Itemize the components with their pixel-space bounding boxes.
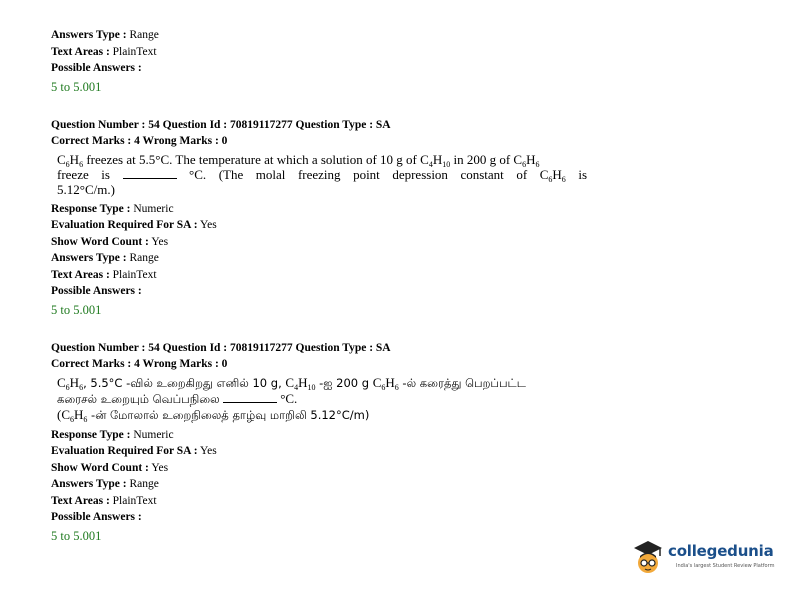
evaluation-row: Evaluation Required For SA : Yes: [51, 219, 217, 231]
question-text-tamil: [51, 375, 587, 423]
marks-line: Correct Marks : 4 Wrong Marks : 0: [51, 358, 228, 370]
question-header: Question Number : 54 Question Id : 70819117277 Question Type : SA: [51, 341, 391, 354]
possible-answers-value: 5 to 5.001: [51, 302, 102, 317]
word-count-row: Show Word Count : Yes: [51, 461, 169, 474]
text-areas-row: [51, 44, 611, 61]
evaluation-row: Evaluation Required For SA : Yes: [51, 445, 217, 457]
text-areas-value: PlainText: [112, 45, 157, 58]
response-type-row: Response Type : Numeric: [51, 428, 174, 441]
text-areas-row: Text Areas : PlainText: [51, 494, 157, 507]
text-areas-row: Text Areas : PlainText: [51, 268, 157, 281]
collegedunia-logo: [620, 530, 780, 586]
exam-page: [51, 27, 611, 545]
question-text-line-1: $C_6H_6$ freezes at 5.5°C. The temperature at which a solution of 10 g of $C_4H_{10}$ in 200 g of $C_6H_6$: [57, 151, 540, 169]
answers-type-row: [51, 27, 611, 44]
question-text: [51, 152, 587, 197]
marks-line: Correct Marks : 4 Wrong Marks : 0: [51, 135, 228, 147]
possible-answers-value: 5 to 5.001: [51, 528, 102, 543]
text-areas-label: Text Areas :: [51, 45, 110, 58]
question-text-line-3: 5.12°C/m.): [57, 181, 115, 197]
response-type-row: Response Type : Numeric: [51, 202, 174, 215]
word-count-row: Show Word Count : Yes: [51, 235, 169, 248]
answer-blank: [123, 168, 177, 179]
answers-type-row: Answers Type : Range: [51, 252, 159, 264]
answers-type-value: Range: [129, 29, 159, 41]
possible-answers-label: Possible Answers :: [51, 62, 142, 74]
possible-answers-row: [51, 60, 611, 77]
question-text-line-2: கரைசல் உறையும் வெப்பநிலை °C.: [57, 390, 298, 406]
answers-type-label: Answers Type :: [51, 29, 127, 41]
brand-tagline: India's largest Student Review Platform: [676, 563, 775, 569]
question-text-line-3: ($C_6H_6$ -ன் மோலால் உறைநிலைத் தாழ்வு மாறிலி 5.12°C/m): [57, 406, 370, 424]
question-text-line-2: freeze is °C. (The molal freezing point depression constant of $C_6H_6$ is: [57, 166, 587, 184]
answers-type-row: Answers Type : Range: [51, 478, 159, 490]
question-text-line-1: $C_6H_6$, 5.5°C -வில் உறைகிறது எனில் 10 g, $C_4H_{10}$ -ஐ 200 g $C_6H_6$ -ல் கரைத்து பெறப்பட்ட: [57, 374, 526, 392]
possible-answers-row: Possible Answers :: [51, 511, 142, 523]
possible-answers-value: 5 to 5.001: [51, 79, 102, 94]
possible-answers-row: Possible Answers :: [51, 285, 142, 297]
graduate-cap-icon: [632, 538, 664, 578]
brand-name: collegedunia: [668, 542, 774, 560]
question-header: Question Number : 54 Question Id : 70819117277 Question Type : SA: [51, 118, 391, 131]
answer-blank: [223, 392, 277, 403]
